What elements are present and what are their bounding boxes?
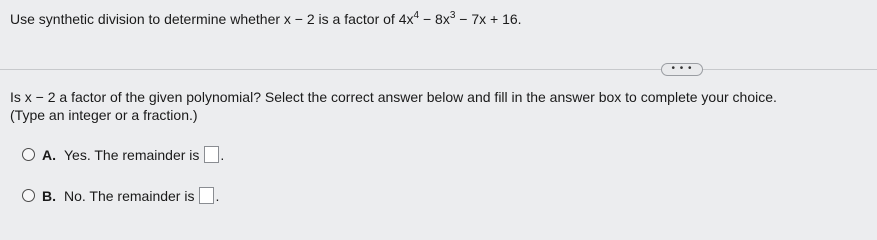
choice-b-period: . bbox=[215, 187, 220, 204]
poly-term-2: − 8x bbox=[419, 11, 450, 27]
choice-a-answer-box[interactable] bbox=[204, 146, 219, 163]
choice-b[interactable] bbox=[22, 187, 219, 204]
question-divisor: x − 2 bbox=[283, 11, 315, 27]
choice-a[interactable] bbox=[22, 146, 224, 163]
poly-term-3: − 7x + 16. bbox=[455, 11, 522, 27]
choice-a-text: Yes. The remainder is bbox=[64, 146, 200, 163]
question-middle: is a factor of bbox=[314, 11, 399, 27]
poly-exponent-2: 3 bbox=[449, 10, 456, 21]
choice-a-radio[interactable] bbox=[22, 148, 35, 161]
prompt-line-2: (Type an integer or a fraction.) bbox=[10, 107, 198, 123]
section-divider bbox=[0, 69, 877, 70]
choice-b-answer-box[interactable] bbox=[199, 187, 214, 204]
choice-a-letter: A. bbox=[42, 146, 56, 163]
expand-more-button[interactable]: • • • bbox=[661, 63, 703, 76]
choice-b-letter: B. bbox=[42, 187, 56, 204]
choice-b-text: No. The remainder is bbox=[64, 187, 195, 204]
answer-prompt bbox=[10, 88, 777, 124]
question-intro: Use synthetic division to determine whether bbox=[10, 11, 284, 27]
choice-a-period: . bbox=[220, 146, 225, 163]
poly-term-1: 4x bbox=[398, 11, 414, 27]
prompt-line-1: Is x − 2 a factor of the given polynomial? Select the correct answer below and fill in the answer box to complete your choice. bbox=[10, 89, 777, 105]
poly-exponent-1: 4 bbox=[413, 10, 420, 21]
choice-b-radio[interactable] bbox=[22, 189, 35, 202]
question-text bbox=[10, 11, 522, 27]
